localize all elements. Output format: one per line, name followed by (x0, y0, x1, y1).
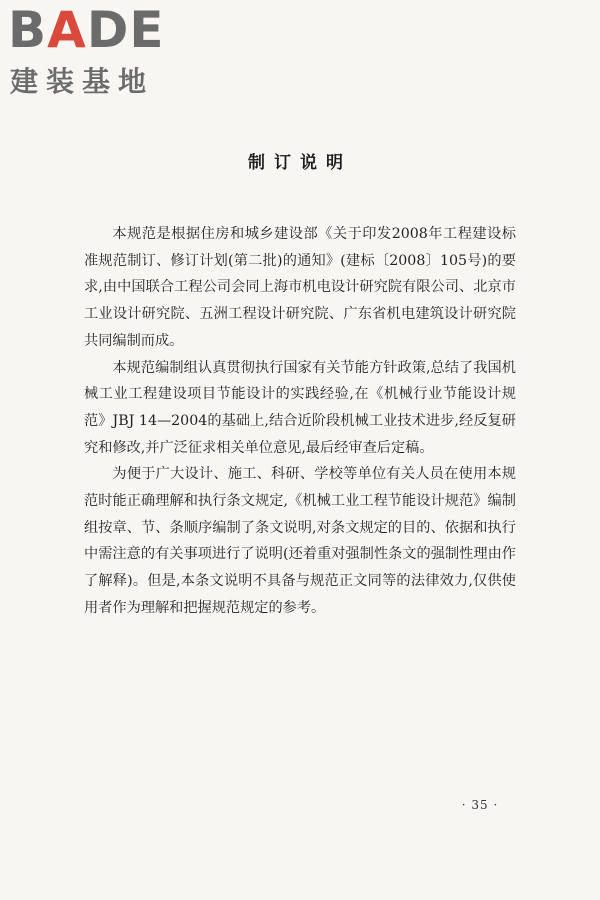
page-number: · 35 · (461, 798, 499, 812)
logo-wordmark (8, 1, 165, 59)
logo (8, 1, 178, 98)
paragraph-3: 为便于广大设计、施工、科研、学校等单位有关人员在使用本规范时能正确理解和执行条文规定,《机械工业工程节能设计规范》编制组按章、节、条顺序编制了条文说明,对条文规定的目的、依据和执行中需注意的有关事项进行了说明(还着重对强制性条文的强制性理由作了解释)。但是,本条文说明不具备与规范正文同等的法律效力,仅供使用者作为理解和把握规范规定的参考。 (84, 466, 516, 616)
logo-letter-d: D (86, 1, 130, 59)
logo-letter-a: A (47, 1, 87, 59)
logo-letter-b: B (8, 1, 48, 59)
logo-letter-e: E (129, 1, 165, 59)
paragraph-1: 本规范是根据住房和城乡建设部《关于印发2008年工程建设标准规范制订、修订计划(第二批)的通知》(建标〔2008〕105号)的要求,由中国联合工程公司会同上海市机电设计研究院有限公司、北京市工业设计研究院、五洲工程设计研究院、广东省机电建筑设计研究院共同编制而成。 (84, 226, 516, 349)
page-title: 制订说明 (248, 153, 352, 173)
document-body (84, 221, 516, 622)
logo-subtitle: 建装基地 (10, 65, 155, 98)
paragraph-2: 本规范编制组认真贯彻执行国家有关节能方针政策,总结了我国机械工业工程建设项目节能设计的实践经验,在《机械行业节能设计规范》JBJ 14—2004的基础上,结合近阶段机械工业技术进步,经反复研究和修改,并广泛征求相关单位意见,最后经审查后定稿。 (84, 359, 516, 456)
